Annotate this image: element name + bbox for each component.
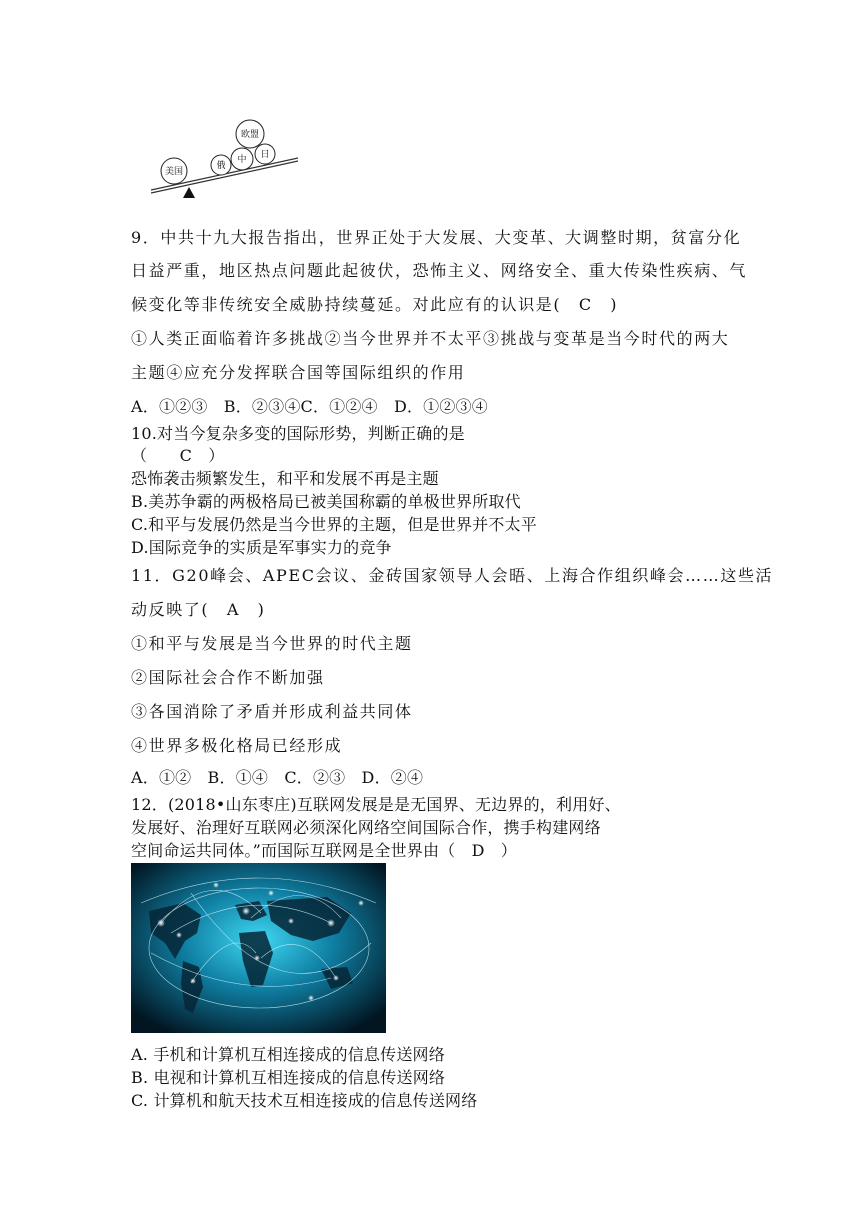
china-label: 中 <box>237 155 247 165</box>
q9-stem-line-1: 9．中共十九大报告指出，世界正处于大发展、大变革、大调整时期，贫富分化 <box>131 228 742 247</box>
q12-option-a: A. 手机和计算机互相连接成的信息传送网络 <box>131 1045 445 1064</box>
q10-option-c: C.和平与发展仍然是当今世界的主题，但是世界并不太平 <box>131 515 537 534</box>
usa-label: 美国 <box>164 167 184 177</box>
q12-stem-line-1: 12．(2018•山东枣庄)互联网发展是是无国界、无边界的，利用好、 <box>131 795 621 814</box>
q11-statement-4: ④世界多极化格局已经形成 <box>131 736 343 755</box>
q11-statement-1: ①和平与发展是当今世界的时代主题 <box>131 634 413 653</box>
q9-statements-line-2: 主题④应充分发挥联合国等国际组织的作用 <box>131 363 466 382</box>
q12-option-b: B. 电视和计算机互相连接成的信息传送网络 <box>131 1068 446 1087</box>
q9-stem-line-2: 日益严重，地区热点问题此起彼伏，恐怖主义、网络安全、重大传染性疾病、气 <box>131 261 748 280</box>
japan-label: 日 <box>260 150 270 160</box>
q10-option-a: 恐怖袭击频繁发生，和平和发展不再是主题 <box>131 469 439 488</box>
world-network-map-image <box>131 863 386 1033</box>
q11-options: A．①② B．①④ C．②③ D．②④ <box>131 768 424 787</box>
q11-statement-2: ②国际社会合作不断加强 <box>131 668 325 687</box>
q12-option-c: C. 计算机和航天技术互相连接成的信息传送网络 <box>131 1091 478 1110</box>
balance-scale-figure <box>148 118 303 202</box>
q9-stem-line-3: 候变化等非传统安全威胁持续蔓延。对此应有的认识是( C ) <box>131 295 619 314</box>
q11-stem-line-2: 动反映了( A ) <box>131 600 266 619</box>
q10-answer: （ C ） <box>131 446 225 465</box>
q11-statement-3: ③各国消除了矛盾并形成利益共同体 <box>131 702 413 721</box>
q10-stem: 10.对当今复杂多变的国际形势，判断正确的是 <box>131 424 465 443</box>
q9-options: A．①②③ B．②③④C．①②④ D．①②③④ <box>131 397 488 416</box>
q9-statements-line-1: ①人类正面临着许多挑战②当今世界并不太平③挑战与变革是当今时代的两大 <box>131 329 730 348</box>
q10-option-d: D.国际竞争的实质是军事实力的竞争 <box>131 538 392 557</box>
eu-label: 欧盟 <box>240 130 260 140</box>
q10-option-b: B.美苏争霸的两极格局已被美国称霸的单极世界所取代 <box>131 492 521 511</box>
q12-stem-line-2: 发展好、治理好互联网必须深化网络空间国际合作，携手构建网络 <box>131 818 601 837</box>
q11-stem-line-1: 11．G20峰会、APEC会议、金砖国家领导人会晤、上海合作组织峰会……这些活 <box>131 566 774 585</box>
russia-label: 俄 <box>216 161 226 171</box>
q12-stem-line-3: 空间命运共同体。”而国际互联网是全世界由（ D ） <box>131 841 518 860</box>
